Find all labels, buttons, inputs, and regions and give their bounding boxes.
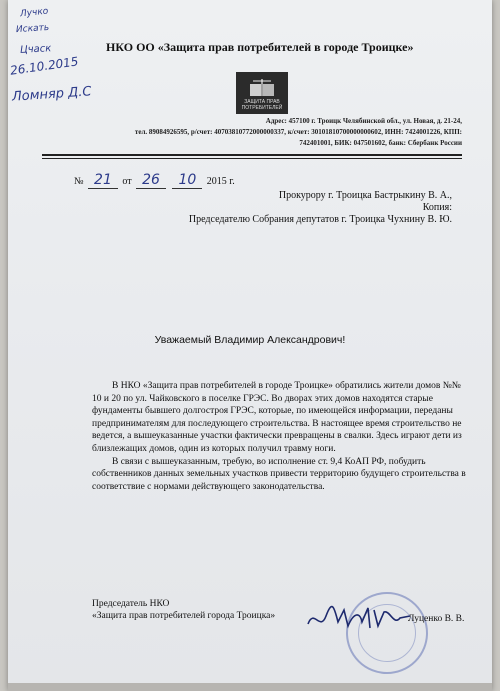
organization-requisites <box>42 116 462 149</box>
addressee-block <box>92 190 452 226</box>
handwritten-date: 26.10.2015 <box>9 54 80 78</box>
document-year: 2015 г. <box>206 176 235 187</box>
addressee-primary: Прокурору г. Троицка Бастрыкину В. А., <box>278 190 452 201</box>
greeting: Уважаемый Владимир Александрович! <box>154 334 346 346</box>
handwritten-note: Лучко <box>19 6 49 20</box>
address-line: Адрес: 457100 г. Троицк Челябинской обл., ул. Новая, д. 21-24, <box>265 117 462 125</box>
body-paragraph: В связи с вышеуказанным, требую, во исполнение ст. 9,4 КоАП РФ, побудить собственников данных земельных участков привести территорию будущего строительства в соответствие с нормами действующего законодательства. <box>92 456 466 492</box>
organization-logo <box>236 72 288 114</box>
signer-organization: «Защита прав потребителей города Троицка» <box>92 611 276 621</box>
copy-label: Копия: <box>422 202 452 213</box>
document-number: 21 <box>88 172 118 189</box>
signer-name: Луценко В. В. <box>408 614 465 624</box>
signer-title: Председатель НКО <box>92 599 170 609</box>
letter-body <box>92 380 472 493</box>
header-divider <box>42 154 462 156</box>
body-paragraph: В НКО «Защита прав потребителей в городе Троицке» обратились жители домов №№ 10 и 20 по ул. Чайковского в поселке ГРЭС. Во дворах этих домов находятся старые фундаменты бывшего долгостроя ГРЭС, которые, по имеющейся информации, переданы предпринимателям для последующего строительства. В настоящее время строительство не ведется, а вышеуказанные участки фактически превращены в свалки. Здесь играют дети из близлежащих домов, один из которых получил травму ноги. <box>92 381 462 454</box>
organization-title: НКО ОО «Защита прав потребителей в городе Троицке» <box>106 40 414 54</box>
number-sign: № <box>74 176 84 187</box>
addressee-copy: Председателю Собрания депутатов г. Троицка Чухнину В. Ю. <box>188 214 452 225</box>
handwritten-signature-mark <box>304 598 414 638</box>
header-divider-thin <box>42 158 462 159</box>
document-month: 10 <box>172 172 202 189</box>
handwritten-note: Цчаск <box>19 43 52 56</box>
signer-position <box>92 598 275 622</box>
from-label: от <box>122 176 132 187</box>
logo-caption: ЗАЩИТА ПРАВ ПОТРЕБИТЕЛЕЙ <box>241 99 283 111</box>
page-bottom-edge <box>8 683 492 691</box>
book-scales-icon <box>248 78 276 98</box>
bank-details-line: тел. 89084926595, р/счет: 40703810772000000337, к/счет: 30101810700000000602, ИНН: 7424001226, КПП: <box>134 128 462 136</box>
handwritten-signature: Ломняр Д.С <box>11 84 92 105</box>
document-page <box>8 0 492 691</box>
handwritten-note: Искать <box>15 22 50 36</box>
document-day: 26 <box>136 172 166 189</box>
bank-details-line: 742401001, БИК: 047501602, банк: Сбербанк России <box>299 139 462 147</box>
document-number-line <box>74 172 235 189</box>
